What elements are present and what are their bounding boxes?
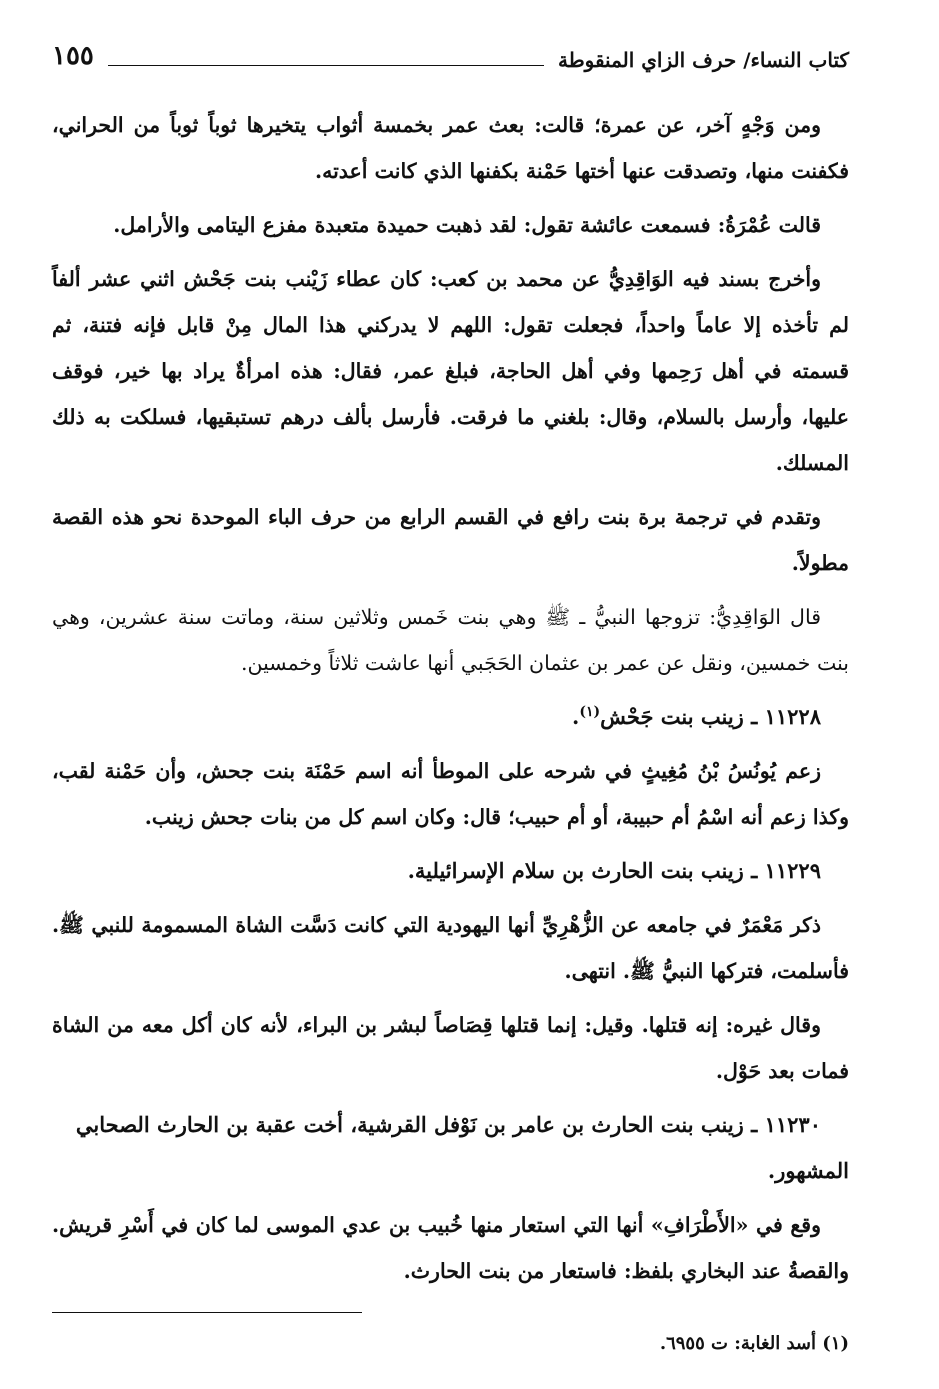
entry-heading-end: . xyxy=(572,704,580,729)
entry-body-11228: زعم يُونُسُ بْنُ مُغِيثٍ في شرحه على الموطأ أنه اسم حَمْنَة بنت جحش، وأن حَمْنة لقب، وكذا زعم أنه اسْمُ أم حبيبة، أو أم حبيب؛ قال: وكان اسم كل من بنات جحش زينب. xyxy=(52,759,849,829)
entry-body-11229-continued: وقال غيره: إنه قتلها. وقيل: إنما قتلها قِصَاصاً لبشر بن البراء، لأنه كان أكل معه من الشاة فمات بعد حَوْل. xyxy=(52,1013,849,1083)
page-header xyxy=(52,40,849,80)
entry-body-11229: ذكر مَعْمَرٌ في جامعه عن الزُّهْرِيِّ أنها اليهودية التي كانت دَسَّت الشاة المسمومة للنبي ﷺ. فأسلمت، فتركها النبيُّ ﷺ. انتهى. xyxy=(52,913,849,983)
footnote-1: (١) أسد الغابة: ت ٦٩٥٥. xyxy=(659,1333,849,1354)
entry-heading-11229: ١١٢٢٩ ـ زينب بنت الحارث بن سلام الإسرائيلية. xyxy=(407,858,821,883)
header-rule xyxy=(108,65,544,66)
paragraph-amra-quote: قالت عُمْرَةُ: فسمعت عائشة تقول: لقد ذهبت حميدة متعبدة مفزع اليتامى والأرامل. xyxy=(113,213,821,237)
entry-heading-text: ١١٢٢٨ ـ زينب بنت جَحْش xyxy=(600,704,821,729)
entry-heading-11228 xyxy=(52,694,849,740)
paragraph-marriage-age: قال الوَاقِدِيُّ: تزوجها النبيُّ ـ ﷺ وهي بنت خَمس وثلاثين سنة، وماتت سنة عشرين، وهي بنت خمسين، ونقل عن عمر بن عثمان الحَجَبي أنها عاشت ثلاثاً وخمسين. xyxy=(52,605,849,675)
paragraph-shroud: ومن وَجْهٍ آخر، عن عمرة؛ قالت: بعث عمر بخمسة أثواب يتخيرها ثوباً ثوباً من الحراني، فكفنت منها، وتصدقت عنها أختها حَمْنة بكفنها الذي كانت أعدته. xyxy=(52,113,849,183)
footnote-separator xyxy=(52,1312,362,1313)
paragraph-cross-reference: وتقدم في ترجمة برة بنت رافع في القسم الرابع من حرف الباء الموحدة نحو هذه القصة مطولاً. xyxy=(52,505,849,575)
entry-heading-11230: ١١٢٣٠ ـ زينب بنت الحارث بن عامر بن نَوْفل القرشية، أخت عقبة بن الحارث الصحابي المشهور. xyxy=(75,1112,849,1183)
footnote-reference: (١) xyxy=(579,704,601,720)
page-number: ١٥٥ xyxy=(52,41,94,71)
paragraph-waqidi-stipend: وأخرج بسند فيه الوَاقِدِيُّ عن محمد بن كعب: كان عطاء زَيْنب بنت جَحْش اثني عشر ألفاً لم تأخذه إلا عاماً واحداً، فجعلت تقول: اللهم لا يدركني هذا المال مِنْ قابل فإنه فتنة، ثم قسمته في أهل رَحِمها وفي أهل الحاجة، فبلغ عمر، فقال: هذه امرأةٌ يراد بها خير، فوقف عليها، وأرسل بالسلام، وقال: بلغني ما فرقت. فأرسل بألف درهم تستبقيها، فسلكت به ذلك المسلك. xyxy=(52,267,849,475)
running-title: كتاب النساء/ حرف الزاي المنقوطة xyxy=(557,48,849,72)
entry-body-11230: وقع في «الأَطْرَافِ» أنها التي استعار منها خُبيب بن عدي الموسى لما كان في أَسْرِ قريش. والقصةُ عند البخاري بلفظ: فاستعار من بنت الحارث. xyxy=(52,1213,849,1283)
